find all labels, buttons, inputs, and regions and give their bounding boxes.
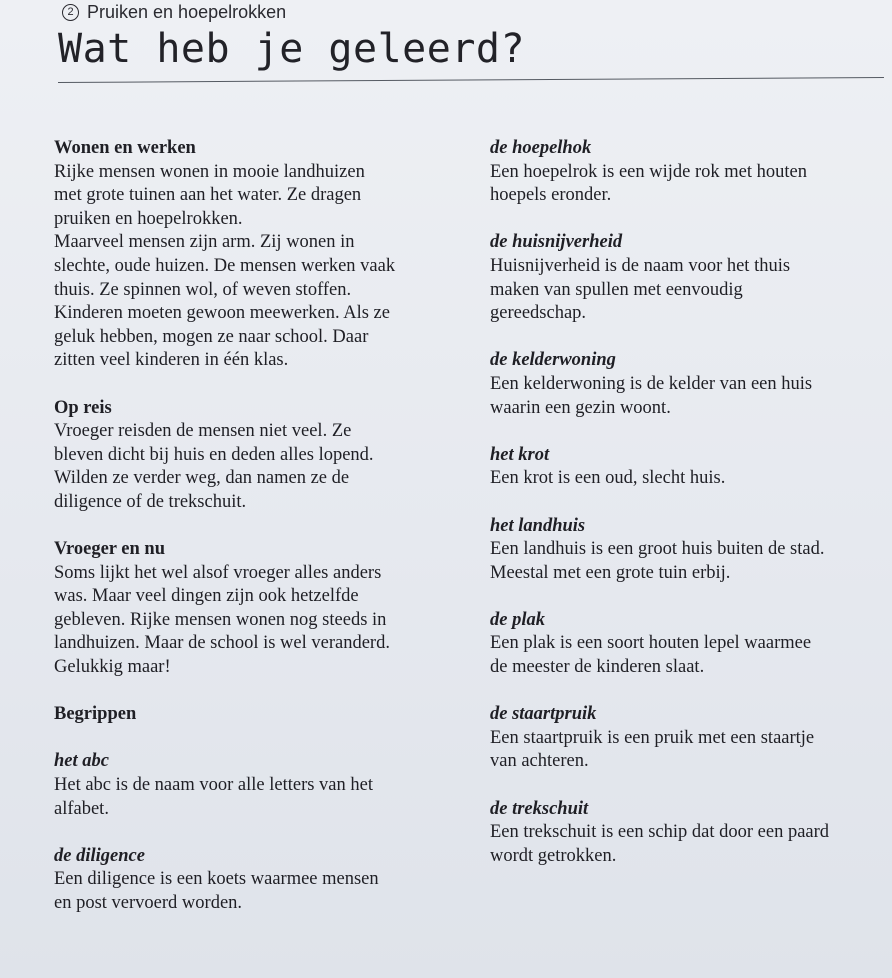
term-de-trekschuit: de trekschuit: [490, 798, 589, 819]
text-line: maken van spullen met eenvoudig: [490, 279, 743, 300]
text-line: Een landhuis is een groot huis buiten de stad.: [490, 539, 825, 560]
section-body-reis: [54, 420, 464, 514]
text-line: waarin een gezin woont.: [490, 397, 671, 418]
spacer: [490, 208, 882, 232]
chapter-header: [62, 2, 286, 23]
spacer: [54, 680, 464, 704]
spacer: [54, 821, 464, 845]
term-de-diligence: de diligence: [54, 845, 145, 866]
text-line: Maarveel mensen zijn arm. Zij wonen in: [54, 232, 355, 253]
text-line: Een trekschuit is een schip dat door een paard: [490, 822, 830, 843]
term-de-kelderwoning: de kelderwoning: [490, 350, 616, 371]
definition-het-krot: [490, 467, 882, 491]
text-line: Meestal met een grote tuin erbij.: [490, 562, 731, 583]
text-line: de meester de kinderen slaat.: [490, 657, 705, 678]
spacer: [490, 774, 882, 798]
section-heading-begrippen: Begrippen: [54, 704, 137, 725]
text-line: pruiken en hoepelrokken.: [54, 208, 243, 229]
spacer: [490, 585, 882, 609]
text-line: zitten veel kinderen in één klas.: [54, 350, 289, 371]
spacer: [490, 326, 882, 350]
section-body-wonen: [54, 161, 464, 373]
section-body-vroeger-nu: [54, 562, 464, 680]
text-line: gebleven. Rijke mensen wonen nog steeds in: [54, 609, 387, 630]
text-line: bleven dicht bij huis en deden alles lopend.: [54, 444, 374, 465]
term-de-hoepelrok: de hoepelhok: [490, 138, 592, 158]
definition-de-staartpruik: [490, 727, 882, 774]
spacer: [54, 727, 464, 751]
section-heading-wonen: Wonen en werken: [54, 138, 196, 158]
chapter-number-badge: 2: [62, 4, 79, 21]
text-line: Huisnijverheid is de naam voor het thuis: [490, 255, 791, 276]
text-line: Vroeger reisden de mensen niet veel. Ze: [54, 421, 352, 442]
text-line: hoepels eronder.: [490, 185, 612, 206]
text-line: diligence of de trekschuit.: [54, 491, 247, 512]
section-heading-reis: Op reis: [54, 397, 112, 418]
text-line: Het abc is de naam voor alle letters van het: [54, 775, 373, 796]
definition-de-diligence: [54, 868, 464, 915]
text-line: landhuizen. Maar de school is wel veranderd.: [54, 633, 390, 654]
text-line: Gelukkig maar!: [54, 657, 171, 678]
text-line: Een plak is een soort houten lepel waarmee: [490, 633, 812, 654]
definition-de-hoepelrok: [490, 161, 882, 208]
text-line: gereedschap.: [490, 303, 587, 324]
text-line: Een diligence is een koets waarmee mensen: [54, 869, 379, 890]
chapter-title: Pruiken en hoepelrokken: [87, 2, 287, 22]
text-line: Soms lijkt het wel alsof vroeger alles anders: [54, 562, 382, 583]
text-line: wordt getrokken.: [490, 845, 617, 866]
text-line: Rijke mensen wonen in mooie landhuizen: [54, 161, 365, 182]
definition-het-abc: [54, 774, 464, 821]
text-line: Een hoepelrok is een wijde rok met houten: [490, 161, 807, 182]
spacer: [490, 680, 882, 704]
right-column: [490, 137, 882, 868]
text-line: alfabet.: [54, 798, 109, 819]
text-line: thuis. Ze spinnen wol, of weven stoffen.: [54, 279, 352, 300]
text-line: van achteren.: [490, 751, 589, 772]
definition-de-trekschuit: [490, 821, 882, 868]
spacer: [54, 373, 464, 397]
spacer: [490, 420, 882, 444]
section-heading-vroeger-nu: Vroeger en nu: [54, 539, 165, 560]
text-line: en post vervoerd worden.: [54, 893, 243, 913]
spacer: [490, 491, 882, 515]
definition-de-huisnijverheid: [490, 255, 882, 326]
title-divider: [58, 77, 884, 83]
definition-de-plak: [490, 632, 882, 679]
definition-de-kelderwoning: [490, 373, 882, 420]
text-line: Een staartpruik is een pruik met een staartje: [490, 727, 815, 748]
spacer: [54, 515, 464, 539]
term-het-abc: het abc: [54, 751, 109, 772]
term-het-landhuis: het landhuis: [490, 515, 586, 536]
term-de-huisnijverheid: de huisnijverheid: [490, 232, 623, 253]
text-line: was. Maar veel dingen zijn ook hetzelfde: [54, 586, 359, 607]
term-de-staartpruik: de staartpruik: [490, 704, 597, 725]
text-line: met grote tuinen aan het water. Ze dragen: [54, 185, 362, 206]
definition-het-landhuis: [490, 538, 882, 585]
text-line: Wilden ze verder weg, dan namen ze de: [54, 468, 350, 489]
text-line: slechte, oude huizen. De mensen werken vaak: [54, 255, 396, 276]
text-line: Een kelderwoning is de kelder van een huis: [490, 373, 813, 394]
term-de-plak: de plak: [490, 609, 545, 630]
term-het-krot: het krot: [490, 444, 550, 465]
left-column: [54, 137, 464, 916]
page-title: Wat heb je geleerd?: [58, 26, 526, 72]
text-line: Kinderen moeten gewoon meewerken. Als ze: [54, 303, 390, 324]
text-line: Een krot is een oud, slecht huis.: [490, 468, 726, 489]
text-line: geluk hebben, mogen ze naar school. Daar: [54, 326, 369, 347]
